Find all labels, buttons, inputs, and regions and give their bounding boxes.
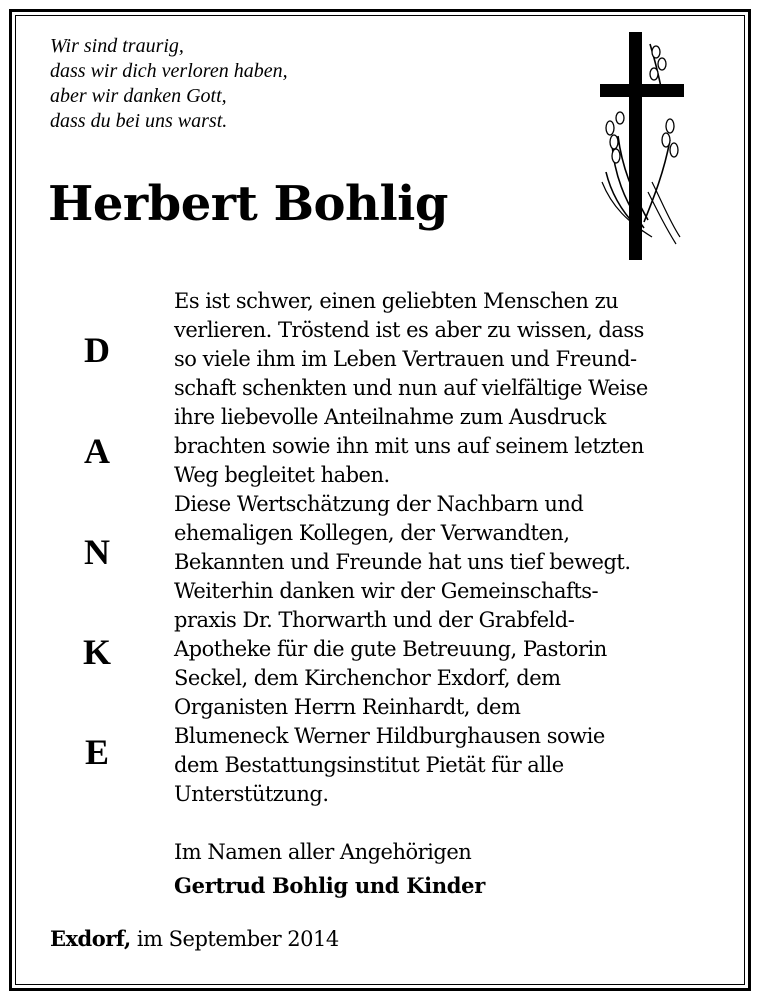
place: Exdorf, bbox=[50, 926, 131, 951]
message-line: dem Bestattungsinstitut Pietät für alle bbox=[174, 753, 564, 777]
message-line: Organisten Herrn Reinhardt, dem bbox=[174, 695, 521, 719]
place-date bbox=[50, 924, 339, 954]
message-line: Apotheke für die gute Betreuung, Pastorin bbox=[174, 637, 607, 661]
message-text bbox=[174, 287, 648, 809]
message-line: praxis Dr. Thorwarth und der Grabfeld- bbox=[174, 608, 575, 632]
message-line: Weg begleitet haben. bbox=[174, 463, 390, 487]
message-line: Bekannten und Freunde hat uns tief bewegt. bbox=[174, 550, 631, 574]
message-line: Unterstützung. bbox=[174, 782, 329, 806]
message-line: Es ist schwer, einen geliebten Menschen zu bbox=[174, 289, 619, 313]
message-line: Diese Wertschätzung der Nachbarn und bbox=[174, 492, 584, 516]
signers: Gertrud Bohlig und Kinder bbox=[174, 873, 485, 898]
verse-line: dass wir dich verloren haben, bbox=[50, 60, 288, 82]
greeting: Im Namen aller Angehörigen bbox=[174, 840, 472, 864]
message-line: so viele ihm im Leben Vertrauen und Freund- bbox=[174, 347, 637, 371]
message-line: Seckel, dem Kirchenchor Exdorf, dem bbox=[174, 666, 561, 690]
message-line: Blumeneck Werner Hildburghausen sowie bbox=[174, 724, 605, 748]
message-line: ehemaligen Kollegen, der Verwandten, bbox=[174, 521, 570, 545]
verse-line: Wir sind traurig, bbox=[50, 35, 184, 57]
danke-letter: K bbox=[82, 632, 111, 672]
message-line: Weiterhin danken wir der Gemeinschafts- bbox=[174, 579, 599, 603]
message-line: brachten sowie ihn mit uns auf seinem letzten bbox=[174, 434, 644, 458]
cross-with-wheat-icon bbox=[592, 32, 692, 260]
danke-letter: D bbox=[84, 330, 110, 370]
verse-line: dass du bei uns warst. bbox=[50, 110, 228, 132]
danke-letter: N bbox=[84, 532, 110, 572]
deceased-name: Herbert Bohlig bbox=[48, 176, 448, 232]
date: im September 2014 bbox=[136, 927, 339, 951]
danke-letter: A bbox=[84, 431, 110, 471]
verse-line: aber wir danken Gott, bbox=[50, 85, 227, 107]
danke-letter: E bbox=[84, 732, 109, 772]
verse bbox=[50, 34, 288, 134]
message-line: verlieren. Tröstend ist es aber zu wissen, dass bbox=[174, 318, 644, 342]
message-line: ihre liebevolle Anteilnahme zum Ausdruck bbox=[174, 405, 606, 429]
message-line: schaft schenkten und nun auf vielfältige Weise bbox=[174, 376, 648, 400]
